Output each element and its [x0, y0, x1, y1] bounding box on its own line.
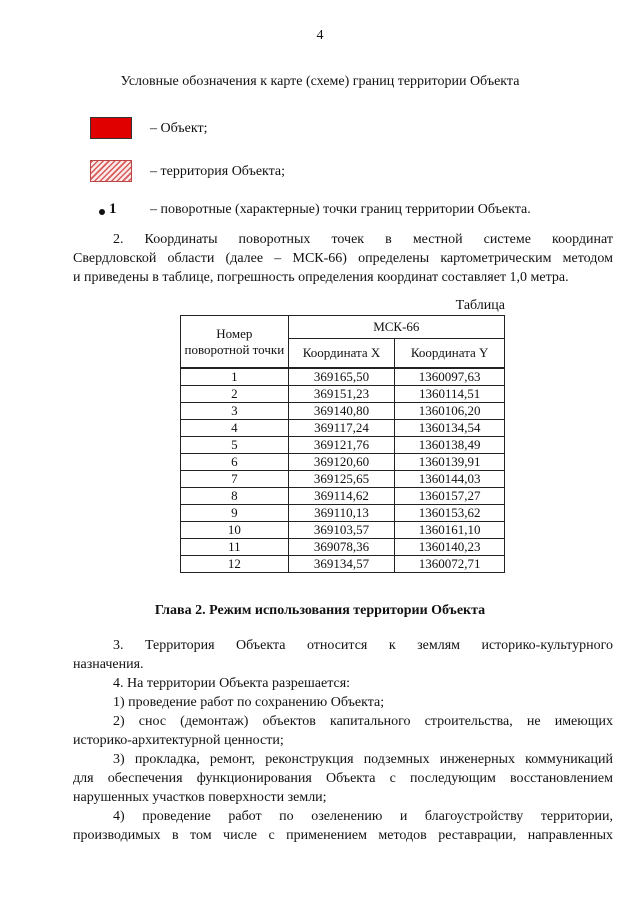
table-row — [181, 437, 505, 454]
cell-coordinate-x: 369114,62 — [288, 488, 395, 505]
paragraph-line: 1) проведение работ по сохранению Объекта; — [113, 695, 385, 710]
page-number: 4 — [316, 28, 324, 43]
cell-point-number: 11 — [181, 539, 289, 556]
cell-coordinate-x: 369120,60 — [288, 454, 395, 471]
cell-coordinate-y: 1360072,71 — [395, 556, 505, 573]
table-caption: Таблица — [455, 298, 505, 313]
header-point-number: Номер поворотной точки — [181, 316, 289, 369]
cell-coordinate-y: 1360140,23 — [395, 539, 505, 556]
cell-point-number: 3 — [181, 403, 289, 420]
table-row — [181, 556, 505, 573]
coordinates-table — [180, 315, 505, 573]
cell-point-number: 9 — [181, 505, 289, 522]
table-row — [181, 539, 505, 556]
table-row — [181, 471, 505, 488]
cell-coordinate-x: 369110,13 — [288, 505, 395, 522]
cell-point-number: 8 — [181, 488, 289, 505]
cell-coordinate-x: 369134,57 — [288, 556, 395, 573]
cell-coordinate-x: 369151,23 — [288, 386, 395, 403]
cell-point-number: 12 — [181, 556, 289, 573]
paragraph-line: 4) проведение работ по озеленению и благоустройству территории, — [113, 809, 613, 824]
paragraph-line: 2) снос (демонтаж) объектов капитального строительства, не имеющих — [113, 714, 613, 729]
legend-text: – Объект; — [150, 121, 208, 136]
cell-coordinate-y: 1360114,51 — [395, 386, 505, 403]
table-body — [181, 368, 505, 573]
cell-coordinate-y: 1360097,63 — [395, 368, 505, 386]
legend-item-points — [0, 198, 640, 222]
paragraph-line: нарушенных участков поверхности земли; — [73, 790, 327, 805]
header-coordinate-system: МСК-66 — [288, 316, 504, 339]
header-y: Координата Y — [395, 339, 505, 369]
paragraph-line: Свердловской области (далее – МСК-66) определены картометрическим методом — [73, 251, 613, 266]
paragraph-line: 3. Территория Объекта относится к землям историко-культурного — [113, 638, 613, 653]
cell-coordinate-y: 1360144,03 — [395, 471, 505, 488]
legend-item-territory — [0, 160, 640, 184]
red-box-icon — [90, 117, 132, 139]
cell-point-number: 6 — [181, 454, 289, 471]
legend-title: Условные обозначения к карте (схеме) границ территории Объекта — [120, 74, 520, 89]
cell-point-number: 7 — [181, 471, 289, 488]
cell-coordinate-x: 369165,50 — [288, 368, 395, 386]
point-marker-label: 1 — [109, 201, 117, 217]
table-row — [181, 488, 505, 505]
dot-icon — [99, 209, 105, 215]
cell-point-number: 10 — [181, 522, 289, 539]
cell-coordinate-y: 1360106,20 — [395, 403, 505, 420]
header-x: Координата X — [288, 339, 395, 369]
cell-coordinate-x: 369121,76 — [288, 437, 395, 454]
cell-coordinate-x: 369125,65 — [288, 471, 395, 488]
legend-item-object — [0, 117, 640, 141]
cell-coordinate-x: 369078,36 — [288, 539, 395, 556]
hatched-box-icon — [90, 160, 132, 182]
cell-point-number: 1 — [181, 368, 289, 386]
paragraph-line: и приведены в таблице, погрешность определения координат составляет 1,0 метра. — [73, 270, 569, 285]
cell-coordinate-y: 1360157,27 — [395, 488, 505, 505]
paragraph-line: 4. На территории Объекта разрешается: — [113, 676, 351, 691]
paragraph-line: 2. Координаты поворотных точек в местной системе координат — [113, 232, 613, 247]
paragraph-line: для обеспечения функционирования Объекта с последующим восстановлением — [73, 771, 613, 786]
table-row — [181, 420, 505, 437]
paragraph-line: историко-архитектурной ценности; — [73, 733, 284, 748]
cell-point-number: 2 — [181, 386, 289, 403]
table-row — [181, 454, 505, 471]
table-row — [181, 505, 505, 522]
legend-text: – территория Объекта; — [150, 164, 286, 179]
cell-coordinate-x: 369103,57 — [288, 522, 395, 539]
table-row — [181, 403, 505, 420]
chapter-title: Глава 2. Режим использования территории Объекта — [154, 603, 486, 618]
legend-text: – поворотные (характерные) точки границ территории Объекта. — [150, 202, 531, 217]
cell-coordinate-y: 1360134,54 — [395, 420, 505, 437]
cell-coordinate-y: 1360153,62 — [395, 505, 505, 522]
paragraph-line: назначения. — [73, 657, 144, 672]
cell-point-number: 5 — [181, 437, 289, 454]
table-row — [181, 368, 505, 386]
body-text — [73, 636, 613, 845]
table-row — [181, 522, 505, 539]
paragraph-2 — [73, 230, 613, 287]
paragraph-line: производимых в том числе с применением методов реставрации, направленных — [73, 828, 613, 843]
cell-coordinate-y: 1360139,91 — [395, 454, 505, 471]
cell-coordinate-x: 369140,80 — [288, 403, 395, 420]
cell-coordinate-x: 369117,24 — [288, 420, 395, 437]
paragraph-line: 3) прокладка, ремонт, реконструкция подземных инженерных коммуникаций — [113, 752, 613, 767]
cell-coordinate-y: 1360161,10 — [395, 522, 505, 539]
cell-point-number: 4 — [181, 420, 289, 437]
cell-coordinate-y: 1360138,49 — [395, 437, 505, 454]
table-row — [181, 386, 505, 403]
